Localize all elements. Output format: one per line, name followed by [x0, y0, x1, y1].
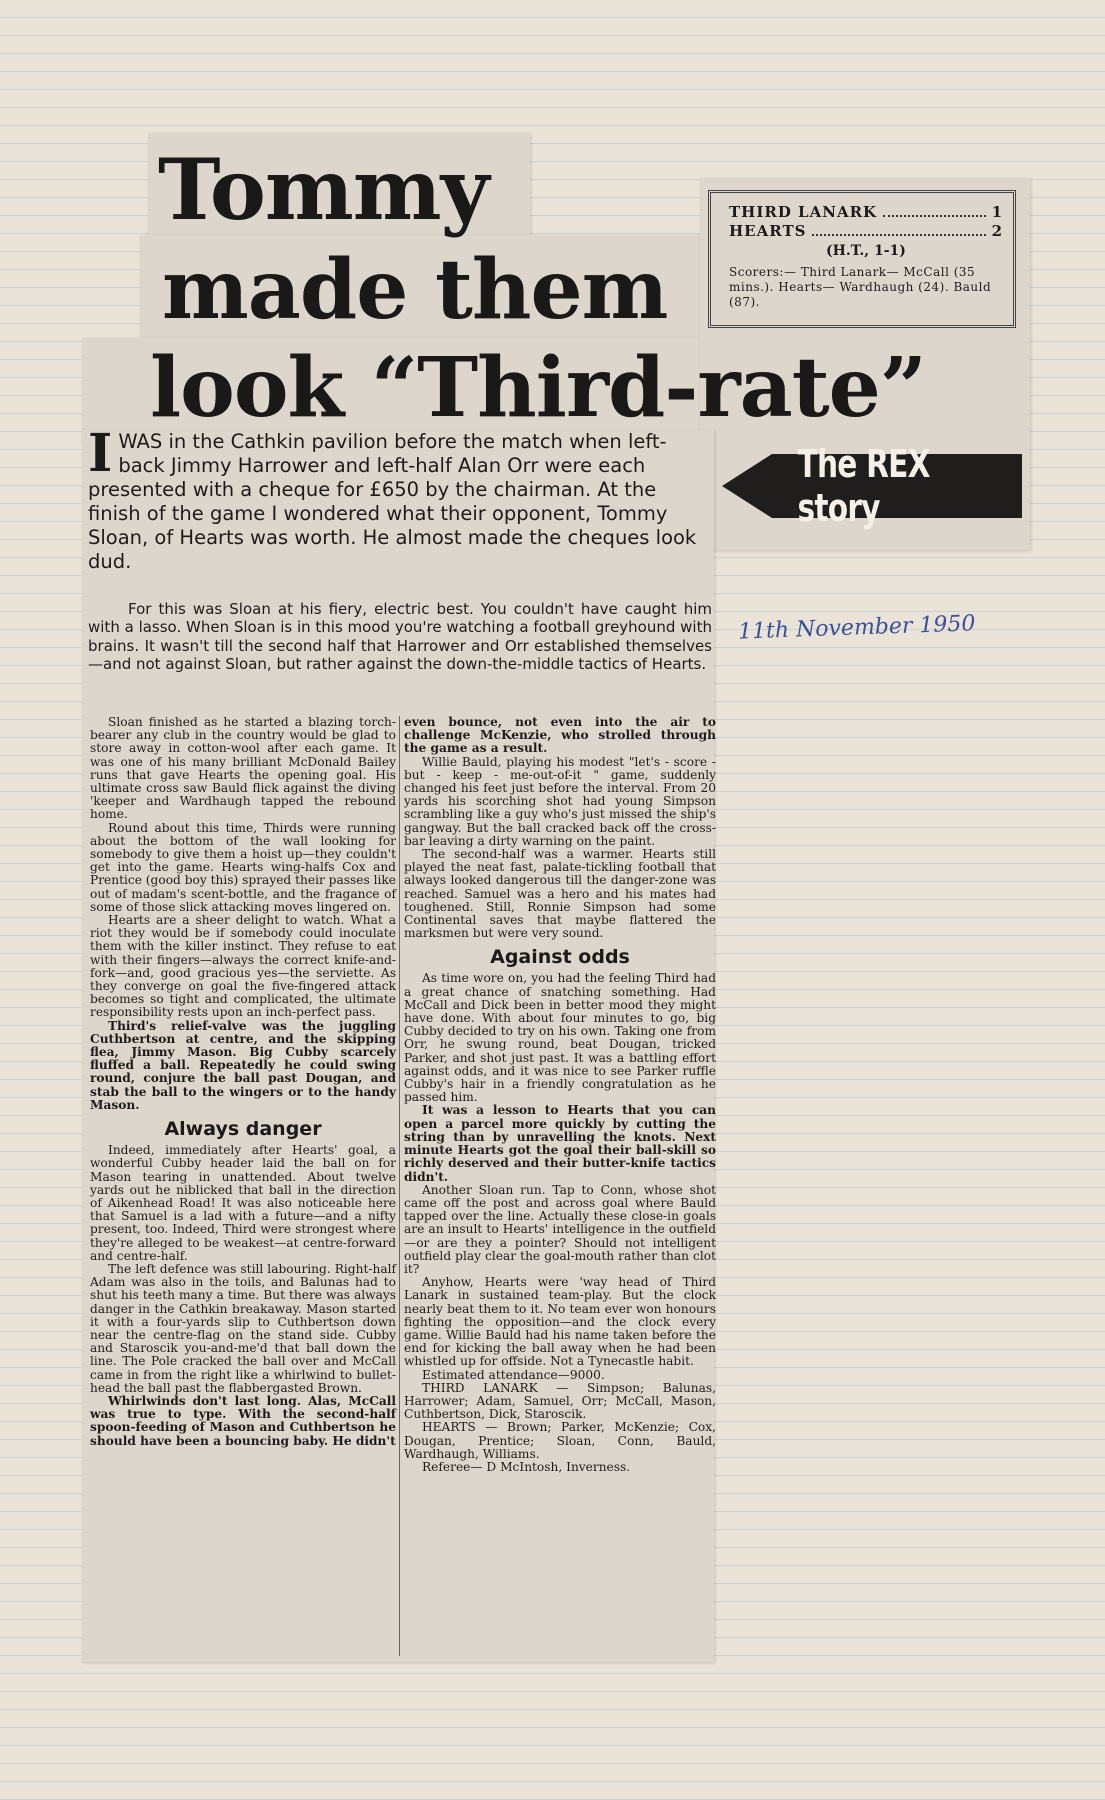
lineup-hearts: HEARTS — Brown; Parker, McKenzie; Cox, Dougan, Prentice; Sloan, Conn, Bauld, Wardhaugh, Williams.: [404, 1420, 716, 1461]
headline-line-3: look “Third-rate”: [150, 340, 926, 436]
paragraph: Indeed, immediately after Hearts' goal, a wonderful Cubby header laid the ball on for Mason tearing in unattended. About twelve yards out he niblicked that ball in the direction of Aikenhead Road! It was also noticeable here that Samuel is a lad with a future—and a nifty present, too. Indeed, Third were strongest where they're alleged to be weakest—at centre-forward and centre-half.: [90, 1143, 396, 1263]
paragraph: The second-half was a warmer. Hearts still played the neat fast, palate-tickling football that always looked dangerous till the danger-zone was reached. Samuel was a hero and his mates had toughened. Still, Ronnie Simpson had some Continental saves that maybe flattered the marksmen but were very sound.: [404, 847, 716, 941]
scorers-list: Scorers:— Third Lanark— McCall (35 mins.). Hearts— Wardhaugh (24). Bauld (87).: [729, 265, 992, 309]
headline-line-1: Tommy: [158, 140, 489, 239]
paragraph: Anyhow, Hearts were 'way head of Third Lanark in sustained team-play. But the clock nearly beat them to it. No team ever won honours fighting the opposition—and the clock every game. Willie Bauld had his name taken before the end for kicking the ball away when he had been whistled up for offside. Not a Tynecastle habit.: [404, 1275, 716, 1369]
intro-paragraph: WAS in the Cathkin pavilion before the match when left-back Jimmy Harrower and left-half Alan Orr were each presented with a cheque for £650 by the chairman. At the finish of the game I wondered what their opponent, Tommy Sloan, of Hearts was worth. He almost made the cheques look dud.: [88, 430, 697, 573]
team2-score: 2: [991, 222, 1003, 240]
paragraph: Hearts are a sheer delight to watch. What a riot they would be if somebody could inoculate them with the killer instinct. They refuse to eat with their fingers—always the correct knife-and-fork—and, good gracious yes—the serviette. As they converge on goal the five-fingered attack becomes so tight and complicated, the ultimate responsibility rests upon an inch-perfect pass.: [90, 913, 396, 1020]
paragraph: The left defence was still labouring. Right-half Adam was also in the toils, and Balunas had to shut his teeth many a time. But there was always danger in the Cathkin breakaway. Mason started it with a four-yards slip to Cuthbertson down near the centre-flag on the stand side. Cubby and Staroscik you-and-me'd that ball down the line. The Pole cracked the ball over and McCall came in from the right like a whirlwind to bullet-head the ball past the flabbergasted Brown.: [90, 1261, 396, 1395]
article-intro: [88, 423, 712, 574]
halftime-score: (H.T., 1-1): [826, 243, 906, 259]
paragraph: Third's relief-valve was the juggling Cuthbertson at centre, and the skipping flea, Jimmy Mason. Big Cubby scarcely fluffed a ball. Repeatedly he could swing round, conjure the ball past Dougan, and stab the ball to the wingers or to the handy Mason.: [90, 1018, 396, 1112]
paragraph: Whirlwinds don't last long. Alas, McCall was true to type. With the second-half spoon-feeding of Mason and Cuthbertson he should have been a bouncing baby. He didn't: [90, 1393, 396, 1448]
dot-leader: [812, 222, 985, 236]
score-row-third-lanark: [729, 203, 1003, 222]
referee: Referee— D McIntosh, Inverness.: [422, 1459, 631, 1474]
lineup-third-lanark: THIRD LANARK — Simpson; Balunas, Harrower; Adam, Samuel, Orr; McCall, Mason, Cuthbertson, Dick, Staroscik.: [404, 1380, 716, 1422]
team2-name: HEARTS: [729, 222, 807, 240]
subheading-against-odds: Against odds: [490, 946, 630, 969]
article-column-left: [90, 716, 396, 1448]
team1-name: THIRD LANARK: [729, 203, 878, 221]
paragraph: As time wore on, you had the feeling Third had a great chance of snatching something. Had McCall and Dick been in better mood they might have done. With about four minutes to go, big Cubby decided to try on his own. Taking one from Orr, he swung round, beat Dougan, tricked Parker, and shot just past. It was a battling effort against odds, and it was nice to see Parker ruffle Cubby's hair in a friendly congratulation as he passed him.: [404, 971, 716, 1105]
article-paragraph-2: For this was Sloan at his fiery, electric best. You couldn't have caught him with a lasso. When Sloan is in this mood you're watching a football greyhound with brains. It wasn't till the second half that Harrower and Orr established themselves—and not against Sloan, but rather against the down-the-middle tactics of Hearts.: [88, 600, 712, 674]
match-scorebox: [708, 190, 1016, 328]
headline-line-2: made them: [162, 242, 668, 338]
drop-cap: I: [88, 423, 113, 484]
paragraph: Sloan finished as he started a blazing torch-bearer any club in the country would be glad to store away in cotton-wool after each game. It was one of his many brilliant McDonald Bailey runs that gave Hearts the opening goal. His ultimate cross saw Bauld flick against the diving 'keeper and Wardhaugh tapped the rebound home.: [90, 715, 396, 822]
column-divider: [399, 716, 400, 1656]
paragraph: Round about this time, Thirds were running about the bottom of the wall looking for somebody to give them a hoist up—they couldn't get into the game. Hearts wing-halfs Cox and Prentice (good boy this) sprayed their passes like out of madam's scent-bottle, and the fragance of some of those slick attacking moves lingered on.: [90, 820, 396, 914]
article-column-right: [404, 716, 716, 1474]
paragraph: even bounce, not even into the air to challenge McKenzie, who strolled through the game as a result.: [404, 715, 716, 756]
team1-score: 1: [991, 203, 1003, 221]
paragraph: Willie Bauld, playing his modest "let's - score - but - keep - me-out-of-it " game, suddenly changed his feet just before the interval. From 20 yards his scorching shot had young Simpson scrambling like a guy who's just missed the ship's gangway. But the ball cracked back off the cross-bar leaving a dirty warning on the paint.: [404, 754, 716, 848]
rex-story-label: The REX story: [797, 442, 930, 530]
handwritten-date: 11th November 1950: [737, 611, 976, 645]
subheading-always-danger: Always danger: [164, 1118, 322, 1141]
paragraph: It was a lesson to Hearts that you can open a parcel more quickly by cutting the string than by unravelling the knots. Next minute Hearts got the goal their ball-skill so richly deserved and their butter-knife tactics didn't.: [404, 1103, 716, 1184]
paragraph: Another Sloan run. Tap to Conn, whose shot came off the post and across goal where Bauld tapped over the line. Actually these close-in goals are an insult to Hearts' intelligence in the outfield—or are they a pointer? Should not intelligent outfield play clear the goal-mouth rather than clot it?: [404, 1182, 716, 1276]
dot-leader: [883, 203, 985, 217]
score-row-hearts: [729, 222, 1003, 241]
attendance: Estimated attendance—9000.: [422, 1367, 605, 1382]
